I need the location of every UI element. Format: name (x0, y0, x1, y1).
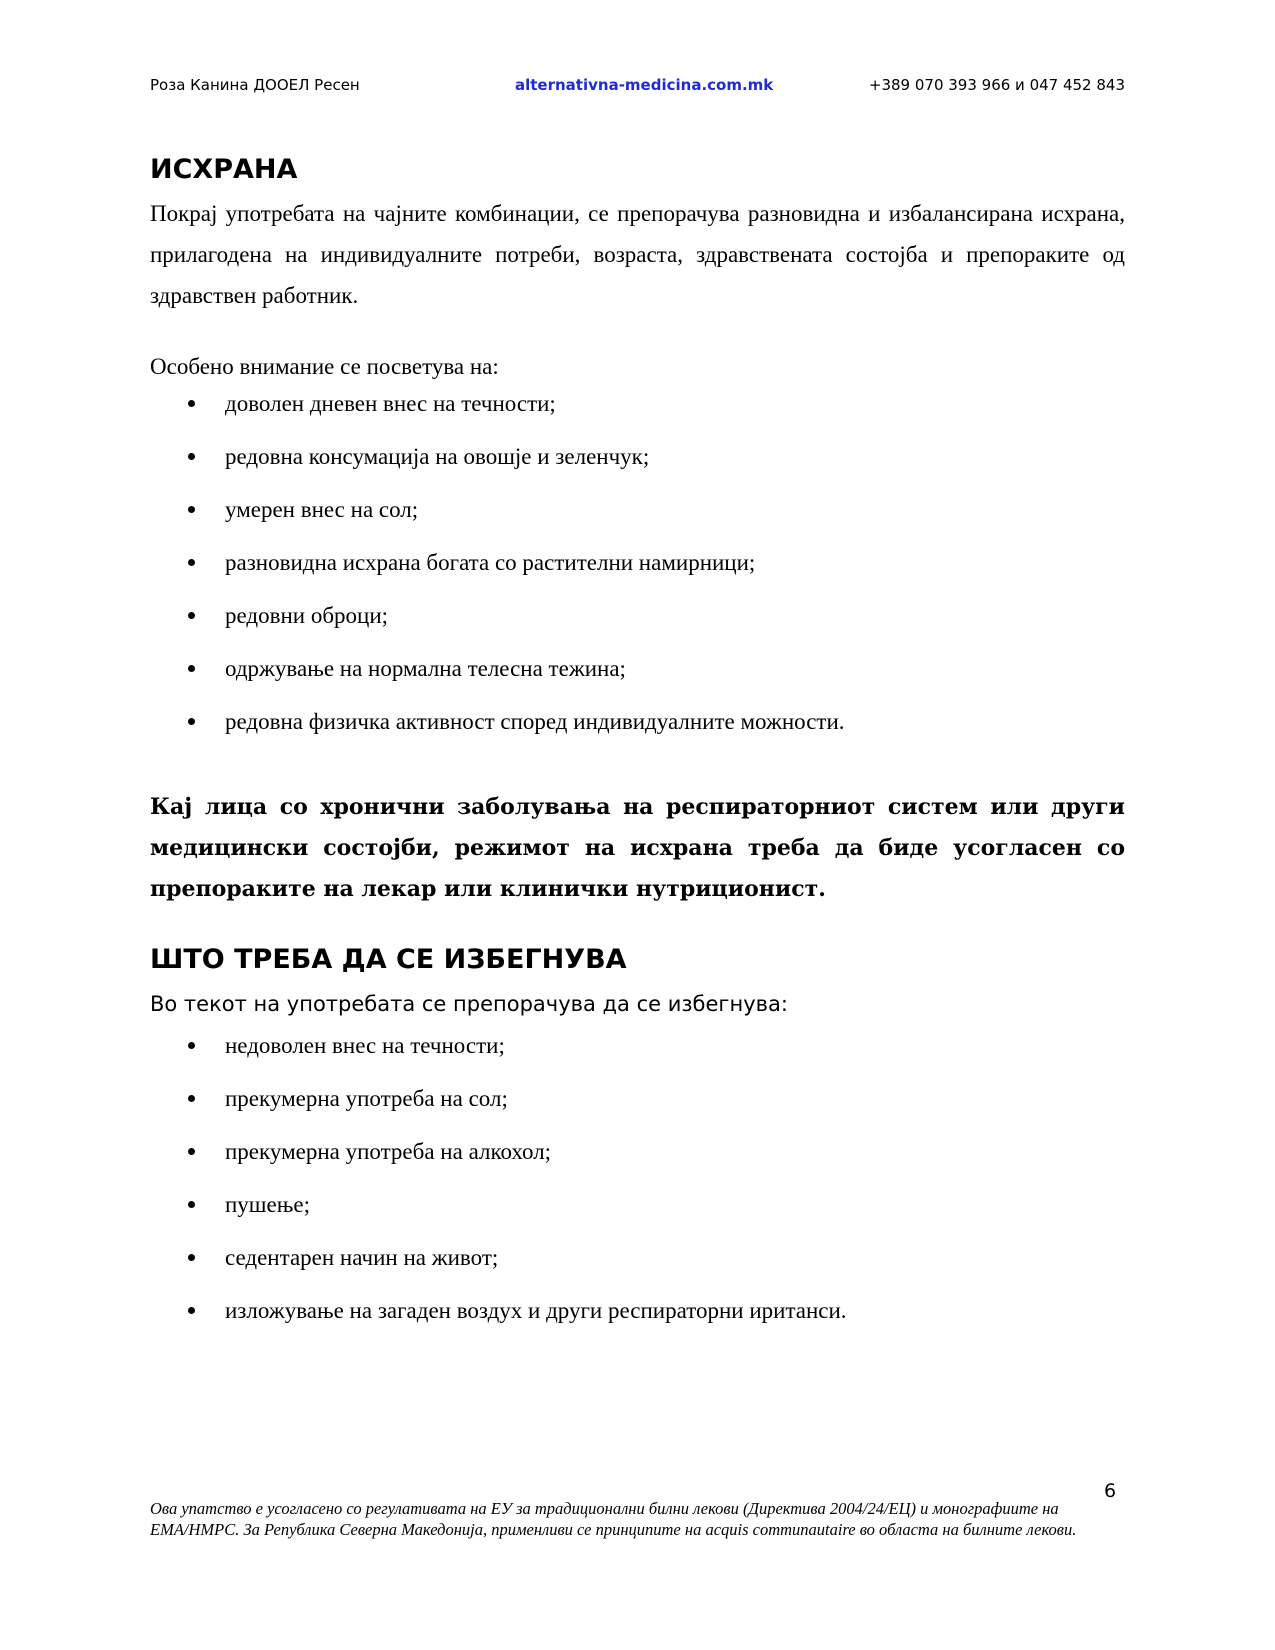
page-footer: Ова упатство е усогласено со регулативата на ЕУ за традиционални билни лекови (Директива 2004/24/ЕЦ) и монографиите на ЕМА/HMPC. За Република Северна Македонија, применливи се принципите на acquis communautaire во областа на билните лекови. (150, 1499, 1077, 1539)
list-item (150, 589, 1125, 642)
header-website-link[interactable]: alternativna-medicina.com.mk (515, 76, 774, 94)
nutrition-list-intro: Особено внимание се посветува на: (150, 354, 499, 379)
list-item (150, 695, 1125, 748)
bullet-icon (188, 665, 195, 672)
list-item (150, 1284, 1125, 1337)
list-item (150, 483, 1125, 536)
bullet-icon (188, 1254, 195, 1261)
bullet-icon (188, 1095, 195, 1102)
page-content (150, 150, 1125, 1337)
list-item-text: редовна физичка активност според индивидуалните можности. (225, 709, 845, 734)
bullet-icon (188, 718, 195, 725)
list-item-text: доволен дневен внес на течности; (225, 391, 556, 416)
section-heading-avoid: ШТО ТРЕБА ДА СЕ ИЗБЕГНУВА (150, 944, 627, 975)
bullet-icon (188, 453, 195, 460)
list-item-text: седентарен начин на живот; (225, 1245, 499, 1270)
bullet-icon (188, 1148, 195, 1155)
list-item (150, 1178, 1125, 1231)
list-item (150, 377, 1125, 430)
bullet-icon (188, 1201, 195, 1208)
list-item-text: прекумерна употреба на алкохол; (225, 1139, 552, 1164)
nutrition-list (150, 377, 1125, 748)
list-item (150, 1072, 1125, 1125)
list-item-text: редовни оброци; (225, 603, 389, 628)
bullet-icon (188, 400, 195, 407)
page-number: 6 (1104, 1480, 1117, 1502)
list-item-text: разновидна исхрана богата со растителни намирници; (225, 550, 756, 575)
list-item (150, 536, 1125, 589)
list-item-text: пушење; (225, 1192, 310, 1217)
list-item (150, 1019, 1125, 1072)
list-item-text: одржување на нормална телесна тежина; (225, 656, 626, 681)
list-item-text: прекумерна употреба на сол; (225, 1086, 508, 1111)
avoid-list-intro: Во текот на употребата се препорачува да се избегнува: (150, 992, 788, 1016)
list-item-text: умерен внес на сол; (225, 497, 419, 522)
header-company: Роза Канина ДООЕЛ Ресен (150, 76, 360, 94)
list-item (150, 1125, 1125, 1178)
header-phone: +389 070 393 966 и 047 452 843 (868, 76, 1125, 94)
nutrition-paragraph: Покрај употребата на чајните комбинации, се препорачува разновидна и избалансирана исхрана, прилагодена на индивидуалните потреби, возраста, здравствената состојба и препораките од здравствен работник. (150, 201, 1125, 308)
list-item (150, 642, 1125, 695)
list-item (150, 430, 1125, 483)
list-item-text: редовна консумација на овошје и зеленчук; (225, 444, 650, 469)
list-item-text: недоволен внес на течности; (225, 1033, 505, 1058)
bullet-icon (188, 1307, 195, 1314)
list-item-text: изложување на загаден воздух и други респираторни иританси. (225, 1298, 847, 1323)
page-header (150, 76, 1125, 100)
avoid-list (150, 1019, 1125, 1337)
bullet-icon (188, 612, 195, 619)
bullet-icon (188, 506, 195, 513)
bullet-icon (188, 559, 195, 566)
bullet-icon (188, 1042, 195, 1049)
list-item (150, 1231, 1125, 1284)
section-heading-nutrition: ИСХРАНА (150, 154, 298, 185)
medical-note: Кај лица со хронични заболувања на респираторниот систем или други медицински состојби, режимот на исхрана треба да биде усогласен со препораките на лекар или клинички нутриционист. (150, 794, 1125, 902)
